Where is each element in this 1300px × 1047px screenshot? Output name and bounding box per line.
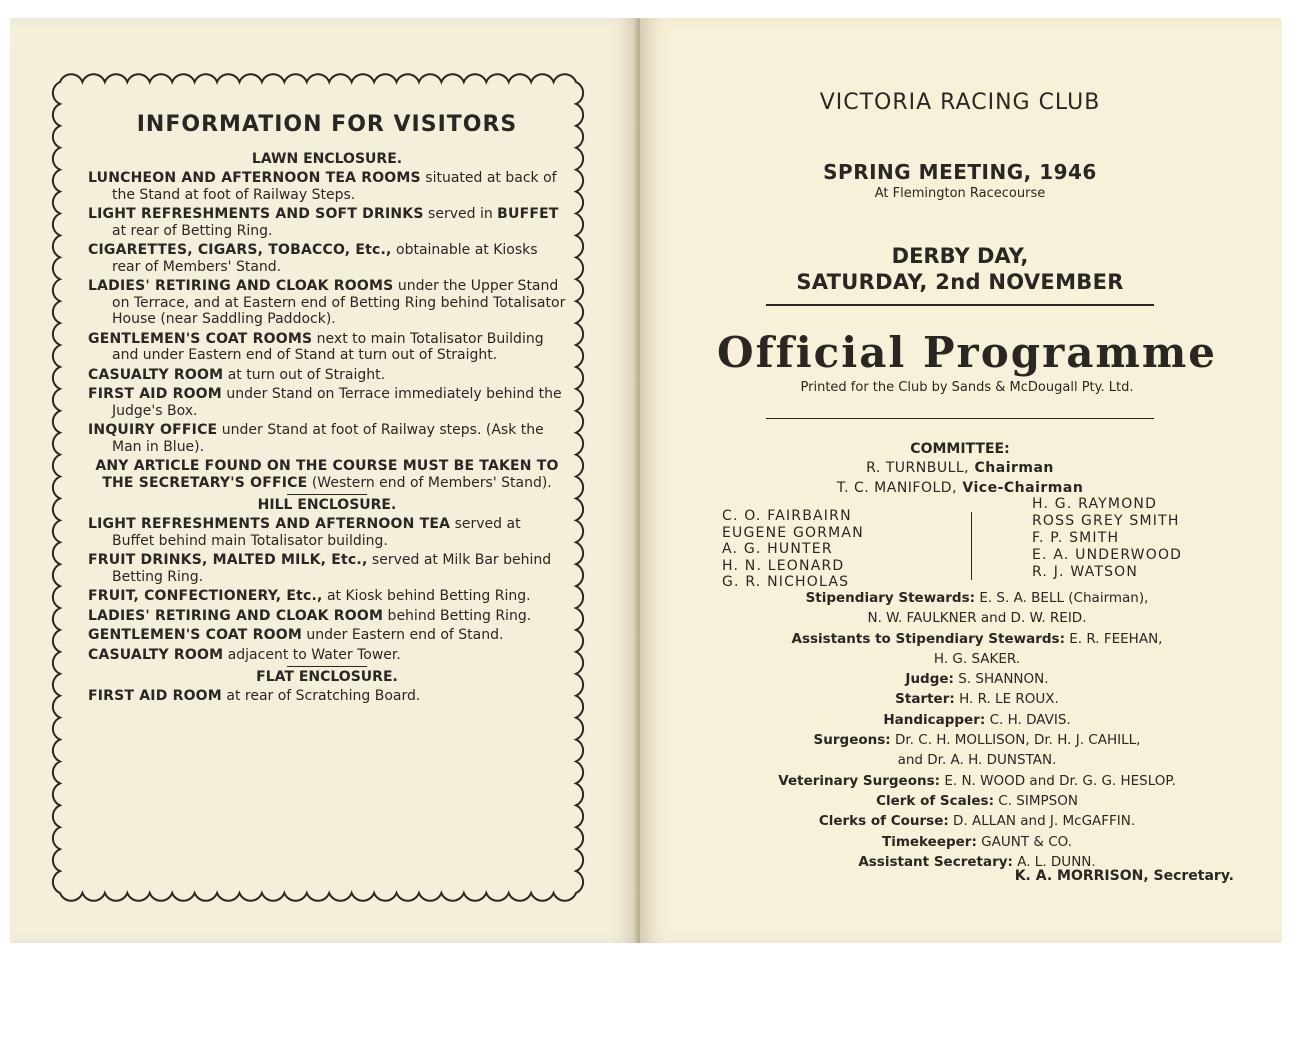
info-entry: GENTLEMEN'S COAT ROOM under Eastern end of Stand.: [88, 627, 504, 643]
vice-chairman: T. C. MANIFOLD, Vice-Chairman: [836, 480, 1084, 496]
race-date: SATURDAY, 2nd NOVEMBER: [796, 270, 1124, 294]
official-line: Assistants to Stipendiary Stewards: E. R. FEEHAN,: [791, 630, 1163, 647]
club-name: VICTORIA RACING CLUB: [819, 90, 1101, 115]
official-line: Timekeeper: GAUNT & CO.: [882, 833, 1072, 850]
info-entry: LADIES' RETIRING AND CLOAK ROOM behind Betting Ring.: [88, 607, 532, 624]
info-entry: LIGHT REFRESHMENTS AND SOFT DRINKS served in BUFFET at rear of Betting Ring.: [88, 206, 559, 239]
visitor-information: [88, 104, 566, 708]
race-day: DERBY DAY,: [891, 244, 1029, 268]
venue: At Flemington Racecourse: [874, 186, 1046, 201]
info-entry: GENTLEMEN'S COAT ROOMS next to main Totalisator Building and under Eastern end of Stand at turn out of Straight.: [88, 330, 544, 363]
officials-list: [722, 588, 1232, 872]
committee-member: F. P. SMITH: [1032, 530, 1120, 546]
info-entry: FIRST AID ROOM under Stand on Terrace immediately behind the Judge's Box.: [88, 386, 562, 419]
official-line: Starter: H. R. LE ROUX.: [895, 691, 1059, 708]
column-divider: [971, 512, 972, 580]
official-line: and Dr. A. H. DUNSTAN.: [897, 752, 1057, 769]
official-line: H. G. SAKER.: [933, 650, 1021, 667]
info-entry: LADIES' RETIRING AND CLOAK ROOMS under the Upper Stand on Terrace, and at Eastern end of Betting Ring behind Totalisator House (near Saddling Paddock).: [88, 278, 566, 327]
committee-members-right: [1032, 496, 1222, 581]
chairman: R. TURNBULL, Chairman: [866, 460, 1054, 476]
committee-member: E. A. UNDERWOOD: [1032, 547, 1183, 563]
official-line: Handicapper: C. H. DAVIS.: [883, 711, 1071, 728]
info-entry: FIRST AID ROOM at rear of Scratching Board.: [88, 688, 421, 704]
info-entry: LIGHT REFRESHMENTS AND AFTERNOON TEA served at Buffet behind main Totalisator building.: [88, 516, 521, 549]
section-heading-lawn: LAWN ENCLOSURE.: [251, 151, 403, 167]
section-heading-hill: HILL ENCLOSURE.: [257, 497, 397, 513]
official-line: Clerk of Scales: C. SIMPSON: [876, 792, 1078, 809]
committee-member: G. R. NICHOLAS: [722, 574, 850, 590]
secretary: K. A. MORRISON, Secretary.: [1014, 868, 1234, 884]
info-entry-lost-property: ANY ARTICLE FOUND ON THE COURSE MUST BE TAKEN TO THE SECRETARY'S OFFICE (Western end of Members' Stand).: [95, 458, 559, 491]
official-line: Veterinary Surgeons: E. N. WOOD and Dr. G. G. HESLOP.: [778, 772, 1176, 789]
committee-member: H. N. LEONARD: [722, 557, 845, 574]
official-line: Assistant Secretary: A. L. DUNN.: [858, 853, 1096, 870]
official-line: Judge: S. SHANNON.: [905, 671, 1049, 688]
divider: [766, 418, 1154, 419]
divider: [287, 666, 367, 667]
committee-member: A. G. HUNTER: [722, 541, 833, 557]
printer-credit: Printed for the Club by Sands & McDougall Pty. Ltd.: [800, 380, 1134, 395]
info-entry: FRUIT DRINKS, MALTED MILK, Etc., served at Milk Bar behind Betting Ring.: [88, 552, 552, 585]
info-entry: CASUALTY ROOM at turn out of Straight.: [88, 366, 386, 383]
divider: [766, 304, 1154, 306]
programme-title: Official Programme: [716, 328, 1218, 377]
committee-members-left: [722, 508, 962, 591]
committee-member: C. O. FAIRBAIRN: [722, 508, 852, 524]
info-entry: CASUALTY ROOM adjacent to Water Tower.: [88, 646, 401, 663]
info-entry: FRUIT, CONFECTIONERY, Etc., at Kiosk behind Betting Ring.: [88, 588, 531, 604]
info-title: INFORMATION FOR VISITORS: [136, 112, 518, 137]
official-line: N. W. FAULKNER and D. W. REID.: [867, 610, 1087, 627]
section-heading-flat: FLAT ENCLOSURE.: [256, 669, 398, 685]
committee-member: EUGENE GORMAN: [722, 524, 864, 541]
committee-member: H. G. RAYMOND: [1032, 496, 1158, 512]
info-entry: INQUIRY OFFICE under Stand at foot of Railway steps. (Ask the Man in Blue).: [88, 422, 544, 455]
divider: [287, 494, 367, 495]
official-line: Stipendiary Stewards: E. S. A. BELL (Chairman),: [805, 590, 1149, 606]
committee-member: R. J. WATSON: [1032, 564, 1139, 580]
committee-member: ROSS GREY SMITH: [1032, 513, 1180, 529]
committee-heading: COMMITTEE:: [910, 441, 1010, 457]
official-line: Surgeons: Dr. C. H. MOLLISON, Dr. H. J. CAHILL,: [813, 732, 1141, 749]
meeting-title: SPRING MEETING, 1946: [823, 160, 1097, 184]
info-entry: CIGARETTES, CIGARS, TOBACCO, Etc., obtainable at Kiosks rear of Members' Stand.: [88, 242, 538, 275]
official-line: Clerks of Course: D. ALLAN and J. McGAFFIN.: [818, 813, 1136, 830]
info-entry: LUNCHEON AND AFTERNOON TEA ROOMS situated at back of the Stand at foot of Railway Steps.: [88, 170, 557, 203]
